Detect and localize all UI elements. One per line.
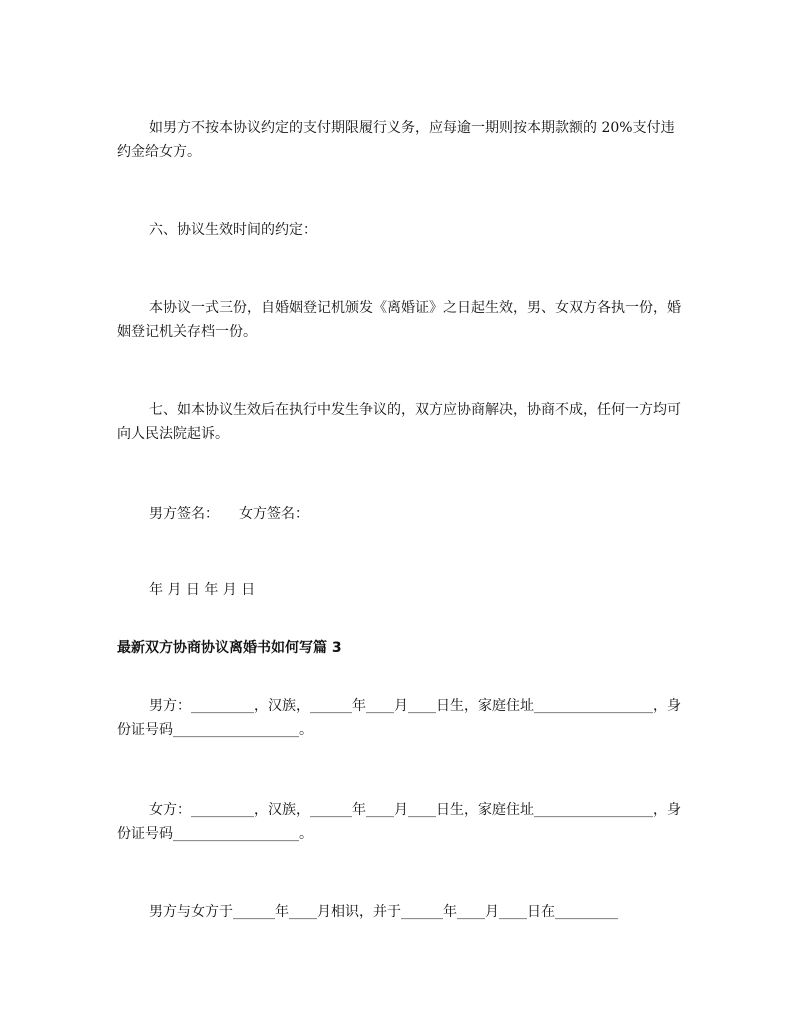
penalty-text: 如男方不按本协议约定的支付期限履行义务，应每逾一期则按本期款额的 20%支付违约金给女方。 — [117, 120, 675, 160]
female-info-paragraph — [117, 798, 687, 846]
effectiveness-paragraph — [117, 296, 687, 344]
signature-line — [117, 502, 687, 526]
male-signature-label: 男方签名： — [149, 506, 219, 522]
clause-six-text: 六、协议生效时间的约定： — [149, 222, 317, 238]
section-heading-text: 最新双方协商协议离婚书如何写篇 3 — [117, 640, 342, 656]
section-heading — [117, 636, 687, 660]
male-info-text: 男方：_________，汉族，______年____月____日生，家庭住址_________________，身份证号码__________________。 — [117, 698, 681, 738]
female-info-text: 女方：_________，汉族，______年____月____日生，家庭住址_________________，身份证号码__________________。 — [117, 802, 681, 842]
clause-six-heading — [117, 218, 687, 242]
date-line — [117, 578, 687, 602]
meeting-paragraph — [117, 900, 687, 924]
meeting-text: 男方与女方于______年____月相识，并于______年____月____日在_________ — [149, 904, 618, 920]
penalty-paragraph — [117, 116, 687, 164]
male-info-paragraph — [117, 694, 687, 742]
effectiveness-text: 本协议一式三份，自婚姻登记机颁发《离婚证》之日起生效，男、女双方各执一份，婚姻登记机关存档一份。 — [117, 300, 681, 340]
clause-seven-paragraph — [117, 398, 687, 446]
clause-seven-text: 七、如本协议生效后在执行中发生争议的，双方应协商解决，协商不成，任何一方均可向人民法院起诉。 — [117, 402, 681, 442]
female-signature-label: 女方签名： — [239, 506, 309, 522]
date-line-text: 年 月 日 年 月 日 — [149, 582, 256, 598]
